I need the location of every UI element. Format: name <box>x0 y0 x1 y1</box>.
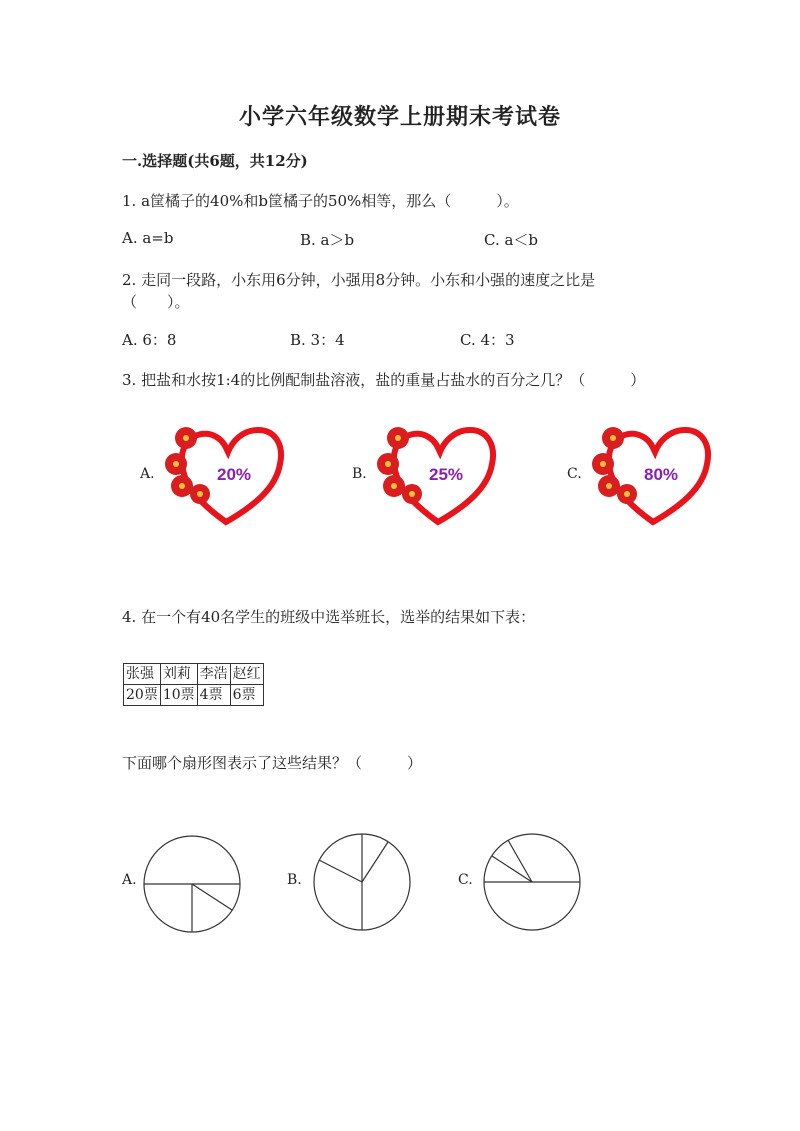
table-cell-name: 赵红 <box>230 664 263 685</box>
question-4-option-a-pie[interactable] <box>140 832 244 936</box>
table-row <box>124 664 264 685</box>
question-3-option-a-value: 20% <box>216 465 252 484</box>
page-title: 小学六年级数学上册期末考试卷 <box>238 104 561 130</box>
section-heading: 一.选择题(共6题，共12分) <box>122 152 308 170</box>
question-3-text: 3. 把盐和水按1:4的比例配制盐溶液，盐的重量占盐水的百分之几？（ ） <box>122 371 646 389</box>
table-row <box>124 685 264 706</box>
question-4-option-c-pie[interactable] <box>480 830 584 934</box>
vote-table <box>123 663 264 706</box>
table-cell-name: 张强 <box>124 664 161 685</box>
question-3-option-c-value: 80% <box>643 465 679 484</box>
question-2-option-a[interactable]: A. 6：8 <box>122 331 177 349</box>
question-2-option-b[interactable]: B. 3：4 <box>290 331 345 349</box>
table-cell-votes: 6票 <box>230 685 263 706</box>
question-3-option-b-label[interactable]: B. <box>352 466 367 482</box>
question-3-option-c-heart[interactable] <box>585 422 725 532</box>
question-2-text-line1: 2. 走同一段路，小东用6分钟，小强用8分钟。小东和小强的速度之比是 <box>122 271 596 289</box>
heart-flower-icon <box>158 422 298 532</box>
question-3-option-b-value: 25% <box>428 465 464 484</box>
table-cell-votes: 20票 <box>124 685 161 706</box>
heart-flower-icon <box>370 422 510 532</box>
question-3-option-a-heart[interactable] <box>158 422 298 532</box>
table-cell-votes: 4票 <box>197 685 230 706</box>
question-3-option-c-label[interactable]: C. <box>567 466 582 482</box>
question-4-option-b-pie[interactable] <box>310 830 414 934</box>
table-cell-name: 李浩 <box>197 664 230 685</box>
question-4-option-b-label[interactable]: B. <box>287 872 302 888</box>
question-1-text: 1. a筐橘子的40%和b筐橘子的50%相等，那么（ ）。 <box>122 192 519 210</box>
question-2-option-c[interactable]: C. 4：3 <box>460 331 515 349</box>
question-2-text-line2: （ ）。 <box>122 293 190 311</box>
question-1-option-b[interactable]: B. a＞b <box>300 231 355 249</box>
table-cell-votes: 10票 <box>160 685 197 706</box>
table-cell-name: 刘莉 <box>160 664 197 685</box>
question-3-option-b-heart[interactable] <box>370 422 510 532</box>
question-1-option-c[interactable]: C. a＜b <box>484 231 539 249</box>
question-4-text: 4. 在一个有40名学生的班级中选举班长，选举的结果如下表： <box>122 608 536 626</box>
question-1-option-a[interactable]: A. a=b <box>122 229 174 247</box>
heart-flower-icon <box>585 422 725 532</box>
question-4-option-c-label[interactable]: C. <box>458 872 473 888</box>
question-4-prompt: 下面哪个扇形图表示了这些结果？（ ） <box>122 754 423 772</box>
question-3-option-a-label[interactable]: A. <box>140 466 155 482</box>
question-4-option-a-label[interactable]: A. <box>122 872 137 888</box>
